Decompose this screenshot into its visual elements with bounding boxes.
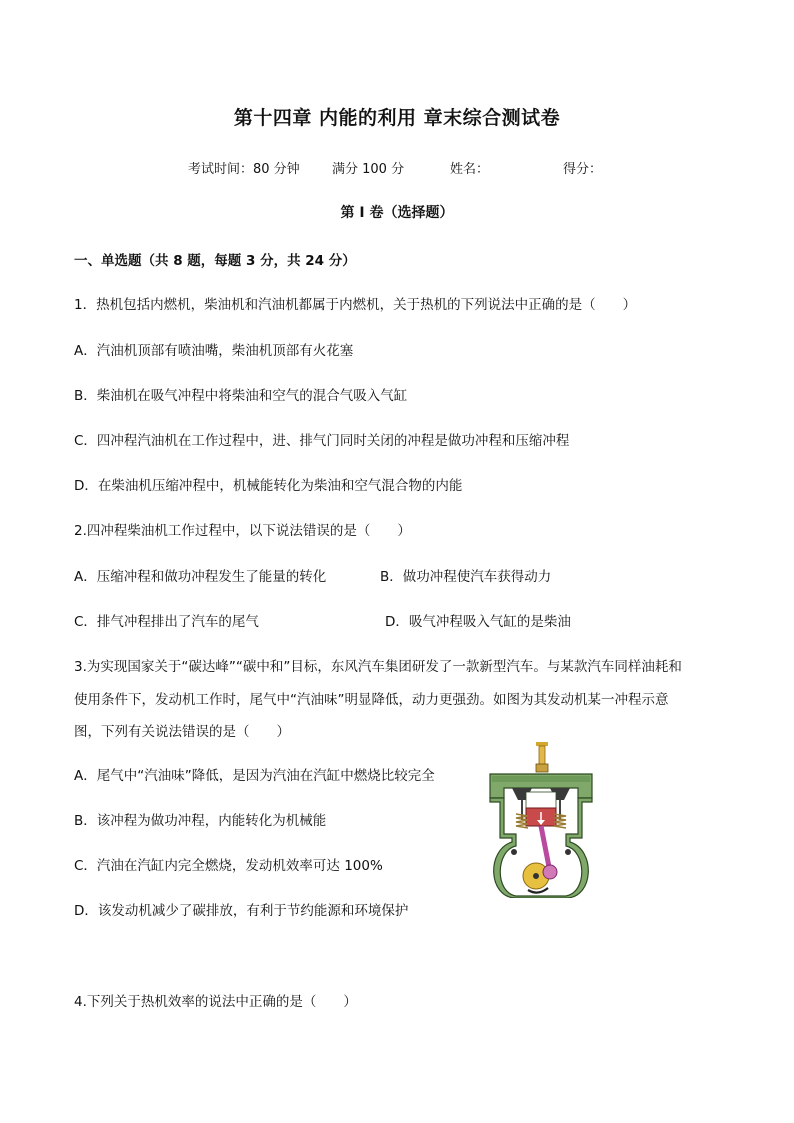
q1-option-b: B．柴油机在吸气冲程中将柴油和空气的混合气吸入气缸 [74, 388, 408, 404]
q3-stem-line-1: 3.为实现国家关于“碳达峰”“碳中和”目标，东风汽车集团研发了一款新型汽车。与某款汽车同样油耗和 [74, 659, 682, 675]
q3-option-d: D．该发动机减少了碳排放，有利于节约能源和环境保护 [74, 903, 409, 919]
crank-pin [543, 865, 557, 879]
crank-axle [533, 873, 539, 879]
exam-time: 考试时间：80 分钟 [188, 162, 300, 177]
q2-option-d: D．吸气冲程吸入气缸的是柴油 [385, 614, 571, 630]
q3-option-b: B．该冲程为做功冲程，内能转化为机械能 [74, 813, 327, 829]
score-label: 得分： [563, 162, 603, 177]
q1-option-a: A．汽油机顶部有喷油嘴，柴油机顶部有火花塞 [74, 343, 354, 359]
part-title: 一、单选题（共 8 题，每题 3 分，共 24 分） [74, 253, 356, 269]
combustion-chamber [526, 792, 556, 808]
q3-option-a: A．尾气中“汽油味”降低，是因为汽油在汽缸中燃烧比较完全 [74, 768, 435, 784]
full-score: 满分 100 分 [332, 162, 405, 177]
spark-plug-base [536, 764, 548, 772]
q1-option-d: D．在柴油机压缩冲程中，机械能转化为柴油和空气混合物的内能 [74, 478, 463, 494]
q3-option-c: C．汽油在汽缸内完全燃烧，发动机效率可达 100% [74, 858, 383, 874]
q2-stem: 2.四冲程柴油机工作过程中，以下说法错误的是（ ） [74, 523, 411, 539]
engine-stroke-diagram [486, 742, 596, 898]
q4-stem: 4.下列关于热机效率的说法中正确的是（ ） [74, 994, 357, 1010]
cam-right [565, 849, 571, 855]
cam-left [511, 849, 517, 855]
q2-option-a: A．压缩冲程和做功冲程发生了能量的转化 [74, 569, 327, 585]
q3-stem-line-2: 使用条件下，发动机工作时，尾气中“汽油味”明显降低，动力更强劲。如图为其发动机某一冲程示意 [74, 692, 669, 708]
q2-option-b: B．做功冲程使汽车获得动力 [380, 569, 552, 585]
q1-stem: 1．热机包括内燃机，柴油机和汽油机都属于内燃机，关于热机的下列说法中正确的是（ ） [74, 297, 637, 313]
q2-option-c: C．排气冲程排出了汽车的尾气 [74, 614, 259, 630]
section-title: 第 I 卷（选择题） [340, 205, 454, 221]
page-title: 第十四章 内能的利用 章末综合测试卷 [233, 107, 561, 129]
spark-plug-tip [536, 742, 548, 746]
q3-stem-line-3: 图，下列有关说法错误的是（ ） [74, 724, 290, 740]
q1-option-c: C．四冲程汽油机在工作过程中，进、排气门同时关闭的冲程是做功冲程和压缩冲程 [74, 433, 570, 449]
cylinder-head-top [492, 776, 590, 782]
name-label: 姓名： [450, 162, 490, 177]
